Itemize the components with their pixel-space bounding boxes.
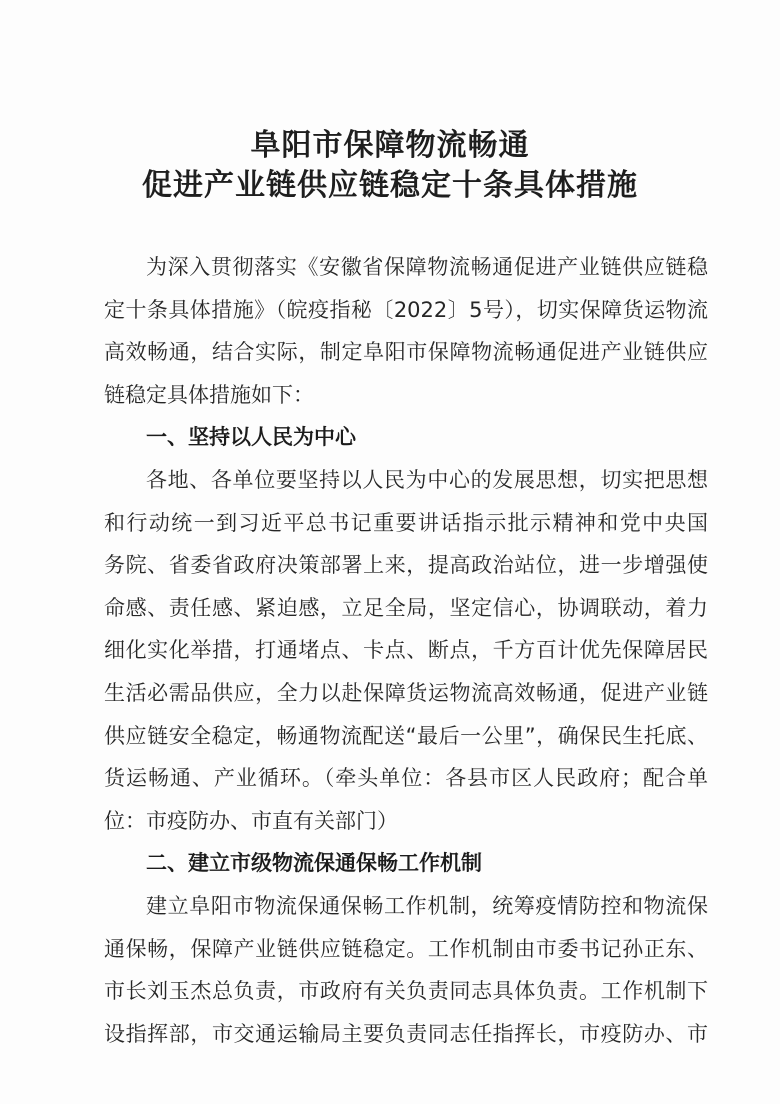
section-1-line: 位：市疫防办、市直有关部门） [104,808,398,833]
section-1-heading: 一、坚持以人民为中心 [146,425,356,450]
section-2-line: 建立阜阳市物流保通保畅工作机制，统筹疫情防控和物流保 [146,893,708,918]
title-line-2: 促进产业链供应链稳定十条具体措施 [142,168,638,203]
intro-line: 为深入贯彻落实《安徽省保障物流畅通促进产业链供应链稳 [146,255,708,279]
title-line-1: 阜阳市保障物流畅通 [250,128,530,163]
section-1-line: 务院、省委省政府决策部署上来，提高政治站位，进一步增强使 [104,553,708,578]
section-2-heading: 二、建立市级物流保通保畅工作机制 [146,851,482,876]
section-1-line: 和行动统一到习近平总书记重要讲话指示批示精神和党中央国 [104,510,708,535]
section-1-line: 供应链安全稳定，畅通物流配送“最后一公里”，确保民生托底、 [104,723,708,748]
section-1-line: 命感、责任感、紧迫感，立足全局，坚定信心，协调联动，着力 [104,595,708,620]
section-1-line: 货运畅通、产业循环。（牵头单位：各县市区人民政府；配合单 [104,766,708,791]
document-title [0,126,780,206]
document-body [104,246,708,1055]
intro-line: 定十条具体措施》（皖疫指秘〔2022〕5号），切实保障货运物流 [104,297,708,322]
section-2-line: 市长刘玉杰总负责，市政府有关负责同志具体负责。工作机制下 [104,979,708,1004]
section-1-line: 细化实化举措，打通堵点、卡点、断点，千方百计优先保障居民 [104,638,708,663]
section-2-line: 设指挥部，市交通运输局主要负责同志任指挥长，市疫防办、市 [104,1021,708,1046]
section-1-line: 各地、各单位要坚持以人民为中心的发展思想，切实把思想 [146,467,708,492]
intro-line: 高效畅通，结合实际，制定阜阳市保障物流畅通促进产业链供应 [104,340,708,365]
section-2-line: 通保畅，保障产业链供应链稳定。工作机制由市委书记孙正东、 [104,936,708,961]
intro-line: 链稳定具体措施如下： [104,382,314,407]
section-1-line: 生活必需品供应，全力以赴保障货运物流高效畅通，促进产业链 [104,680,708,705]
